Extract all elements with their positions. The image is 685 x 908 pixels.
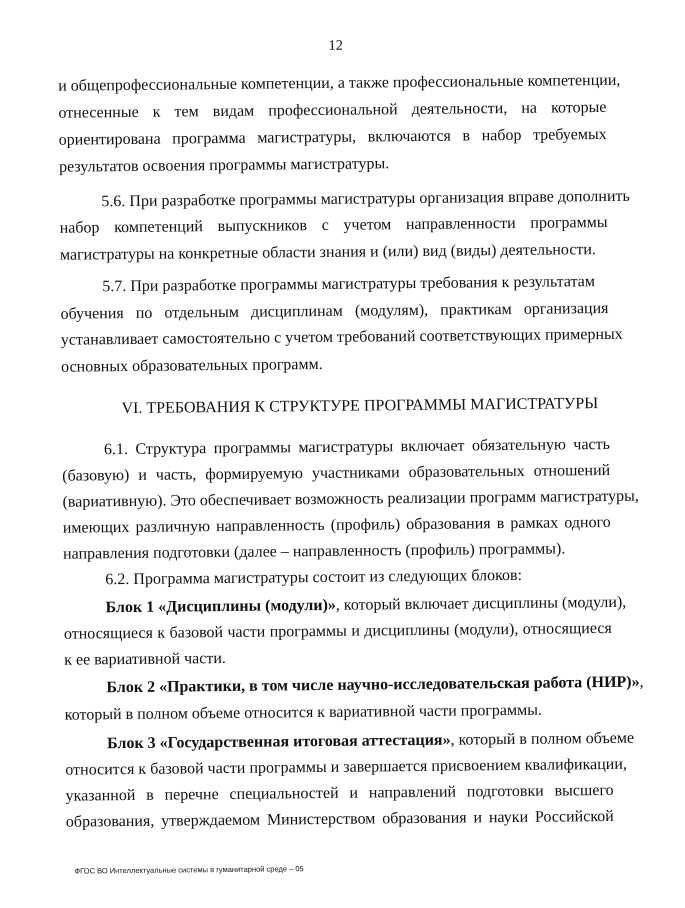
text-line bbox=[62, 461, 610, 487]
word: практикам bbox=[440, 300, 512, 319]
text-line: относится к базовой части программы и завершается присвоением квалификации, bbox=[65, 755, 627, 779]
word: подготовки bbox=[466, 782, 544, 801]
word: часть bbox=[573, 435, 611, 454]
text-line: к ее вариативной части. bbox=[64, 649, 226, 669]
word: базовой bbox=[169, 624, 224, 642]
word: выпускников bbox=[217, 217, 308, 236]
text-line bbox=[58, 98, 606, 124]
word: 6.1. bbox=[103, 441, 129, 459]
text-line: основных образовательных программ. bbox=[61, 355, 323, 376]
word: образования bbox=[382, 809, 467, 828]
word: образовательных bbox=[408, 462, 525, 482]
word: рамках bbox=[510, 514, 559, 533]
word: образования bbox=[406, 515, 491, 534]
paragraph-6-1 bbox=[104, 435, 610, 460]
word: и bbox=[349, 784, 359, 802]
word: и bbox=[473, 809, 483, 827]
block-2-title: Блок 2 «Практики, в том числе научно-исследовательская работа (НИР)» bbox=[106, 673, 640, 697]
word: относящиеся bbox=[63, 624, 154, 643]
word: отдельным bbox=[164, 303, 240, 322]
word: и bbox=[138, 466, 147, 484]
word: включаются bbox=[367, 127, 451, 146]
word: требуемых bbox=[532, 125, 607, 144]
text-line: (вариативную). Это обеспечивает возможность реализации программ магистратуры, bbox=[62, 487, 639, 511]
word: образования, bbox=[65, 812, 155, 831]
word: различную bbox=[135, 518, 211, 536]
word: (модулям), bbox=[354, 301, 429, 320]
word: в bbox=[462, 127, 471, 145]
word: науки bbox=[488, 808, 529, 827]
word: в bbox=[146, 786, 154, 804]
text-line bbox=[63, 513, 611, 539]
word: ориентирована bbox=[58, 130, 161, 149]
page-number: 12 bbox=[328, 37, 344, 54]
word: деятельности, bbox=[411, 100, 508, 119]
paragraph-6-2: 6.2. Программа магистратуры состоит из следующих блоков: bbox=[105, 566, 523, 589]
word: программы bbox=[213, 439, 292, 458]
word: дисциплинам bbox=[250, 302, 343, 321]
word: по bbox=[135, 304, 153, 322]
block-2-line: Блок 2 «Практики, в том числе научно-исследовательская работа (НИР)», bbox=[106, 673, 644, 697]
word: направленность bbox=[216, 516, 325, 536]
word: (профиль) bbox=[330, 516, 401, 534]
text-line: результатов освоения программы магистратуры. bbox=[58, 155, 390, 176]
paragraph-5-6: 5.6. При разработке программы магистратуры организация вправе дополнить bbox=[101, 187, 630, 211]
text-line bbox=[66, 807, 614, 833]
word: части bbox=[227, 623, 266, 641]
text-line bbox=[60, 213, 608, 239]
word: и bbox=[351, 622, 360, 640]
word: тем bbox=[174, 103, 199, 121]
word: программы bbox=[269, 622, 347, 641]
word: включает bbox=[400, 437, 465, 456]
word: программы bbox=[530, 213, 608, 232]
word: набор bbox=[59, 219, 100, 237]
text-line bbox=[66, 781, 614, 807]
word: в bbox=[496, 515, 505, 533]
word: часть, bbox=[155, 466, 197, 484]
word: отнесенные bbox=[58, 103, 139, 122]
word: Министерством bbox=[266, 810, 376, 829]
text-line bbox=[60, 299, 608, 325]
text-line: направления подготовки (далее – направленность (профиль) программы). bbox=[62, 540, 566, 563]
word: отношений bbox=[533, 461, 611, 480]
word: Структура bbox=[135, 440, 207, 458]
text-line: устанавливает самостоятельно с учетом требований соответствующих примерных bbox=[60, 325, 623, 349]
word: специальностей bbox=[229, 784, 339, 803]
word: имеющих bbox=[62, 519, 130, 537]
word: направленности bbox=[405, 214, 516, 234]
paragraph-5-7: 5.7. При разработке программы магистратуры требования к результатам bbox=[102, 273, 596, 296]
word: формируемую bbox=[205, 465, 304, 484]
word: видам bbox=[212, 102, 255, 121]
word: магистратуры bbox=[298, 438, 394, 457]
word: дисциплины bbox=[364, 621, 450, 640]
word: компетенций bbox=[114, 218, 204, 237]
word: утверждаемом bbox=[161, 811, 261, 830]
word: одного bbox=[564, 513, 611, 532]
word: (базовую) bbox=[62, 466, 130, 485]
word: профессиональной bbox=[268, 101, 398, 120]
text-line bbox=[64, 619, 612, 645]
word: относящиеся bbox=[522, 619, 612, 638]
section-heading: VI. ТРЕБОВАНИЯ К СТРУКТУРЕ ПРОГРАММЫ МАГИСТРАТУРЫ bbox=[121, 395, 599, 418]
word: указанной bbox=[65, 786, 136, 805]
block-3-title: Блок 3 «Государственная итоговая аттестация» bbox=[106, 731, 451, 753]
word: набор bbox=[481, 126, 522, 145]
text-line: и общепрофессиональные компетенции, а также профессиональные компетенции, bbox=[58, 71, 621, 95]
word: обучения bbox=[60, 305, 124, 323]
document-footer: ФГОС ВО Интеллектуальные системы в гуманитарной среде – 05 bbox=[74, 864, 304, 876]
text-line: магистратуры на конкретные области знания и (или) вид (виды) деятельности. bbox=[59, 241, 597, 264]
word: перечне bbox=[164, 786, 219, 804]
word: высшего bbox=[554, 781, 614, 800]
word: направлений bbox=[368, 783, 457, 802]
word: учетом bbox=[343, 216, 392, 234]
word: с bbox=[321, 216, 329, 234]
block-1-line: Блок 1 «Дисциплины (модули)», который включает дисциплины (модули), bbox=[105, 593, 627, 617]
word: Российской bbox=[534, 807, 614, 826]
block-3-line: Блок 3 «Государственная итоговая аттестация», который в полном объеме bbox=[106, 729, 635, 753]
text-line bbox=[59, 125, 607, 151]
text-line: который в полном объеме относится к вариативной части программы. bbox=[64, 701, 543, 724]
word: на bbox=[521, 99, 538, 117]
word: магистратуры, bbox=[257, 128, 357, 147]
word: которые bbox=[550, 98, 607, 117]
word: к bbox=[152, 103, 161, 121]
word: к bbox=[157, 624, 166, 642]
block-1-title: Блок 1 «Дисциплины (модули)» bbox=[105, 596, 336, 617]
word: обязательную bbox=[471, 436, 567, 455]
word: программа bbox=[172, 129, 246, 148]
word: участниками bbox=[311, 464, 400, 483]
word: организация bbox=[523, 299, 609, 318]
word: (модули), bbox=[453, 620, 519, 639]
